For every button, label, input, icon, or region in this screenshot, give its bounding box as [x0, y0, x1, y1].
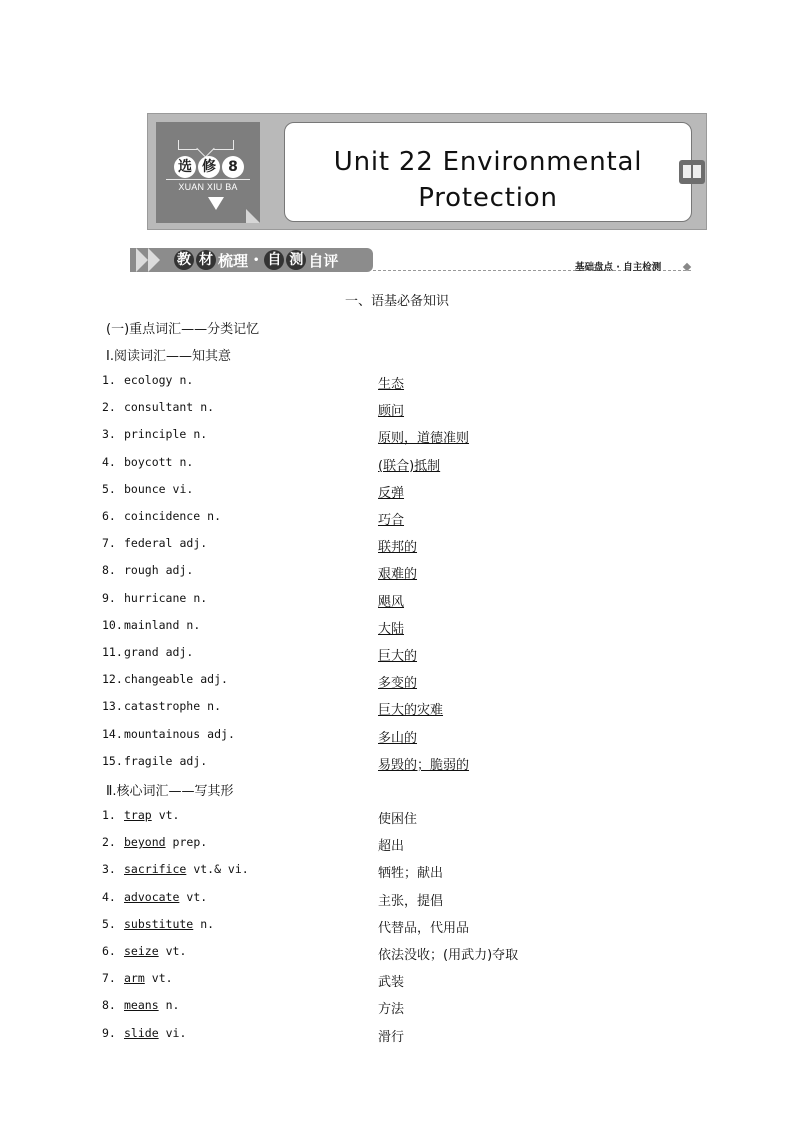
- vocab-word: slide: [124, 1025, 159, 1040]
- vocab-pos: prep.: [172, 835, 208, 850]
- badge-divider: [166, 179, 250, 180]
- vocab-row: [0, 835, 794, 855]
- vocab-pos: vi.: [172, 481, 194, 496]
- vocab-row: [0, 427, 794, 447]
- vocab-number: 1.: [102, 373, 116, 387]
- vocab-meaning: 武装: [378, 975, 405, 991]
- badge-ornament-top: [178, 140, 234, 150]
- vocab-pos: adj.: [179, 753, 208, 768]
- vocab-number: 6.: [102, 509, 116, 523]
- vocab-meaning: 巨大的灾难: [378, 703, 444, 719]
- vocab-meaning: 多变的: [378, 676, 418, 692]
- vocab-row: [0, 645, 794, 665]
- vocab-word: substitute: [124, 916, 194, 931]
- vocab-meaning: 多山的: [378, 730, 418, 746]
- vocab-pos: vt.& vi.: [193, 862, 249, 877]
- vocab-word: consultant: [124, 400, 194, 415]
- vocab-entry: [102, 482, 193, 496]
- vocab-word: sacrifice: [124, 862, 187, 877]
- unit-title-box: [284, 122, 692, 222]
- vocab-word: grand: [124, 645, 159, 659]
- vocab-row: [0, 536, 794, 556]
- vocab-meaning: 原则，道德准则: [378, 431, 470, 447]
- strip-text-2: 自评: [308, 251, 339, 270]
- vocab-number: 11.: [102, 645, 123, 659]
- vocab-pos: vt.: [186, 889, 208, 904]
- vocab-word: fragile: [124, 753, 173, 768]
- vocab-meaning: 顾问: [378, 404, 405, 420]
- vocab-word: federal: [124, 536, 173, 551]
- vocab-meaning: 艰难的: [378, 567, 418, 583]
- chevron-right-icon: [148, 248, 160, 272]
- vocab-row: [0, 563, 794, 583]
- vocab-pos: adj.: [200, 672, 228, 687]
- vocab-row: [0, 509, 794, 529]
- section-title: 一、语基必备知识: [344, 294, 449, 309]
- vocab-entry: [102, 455, 193, 469]
- vocab-number: 1.: [102, 808, 116, 822]
- vocab-meaning: 巧合: [378, 513, 405, 528]
- vocab-word: mainland: [124, 617, 180, 632]
- badge-pinyin: XUAN XIU BA: [178, 182, 238, 192]
- vocab-meaning: 巨大的: [378, 649, 418, 664]
- vocab-pos: n.: [207, 509, 222, 523]
- vocab-entry: [102, 536, 207, 550]
- vocab-row: [0, 862, 794, 882]
- vocab-word: hurricane: [124, 590, 187, 605]
- subsection-core: Ⅱ.核心词汇——写其形: [106, 784, 234, 799]
- vocab-pos: vt.: [165, 944, 187, 958]
- vocab-row: [0, 482, 794, 502]
- vocab-number: 8.: [102, 998, 116, 1013]
- vocab-row: [0, 699, 794, 719]
- vocab-entry: [102, 917, 214, 931]
- vocab-entry: [102, 427, 207, 441]
- vocab-row: [0, 672, 794, 692]
- vocab-pos: n.: [193, 590, 208, 605]
- vocab-word: principle: [124, 427, 187, 442]
- vocab-row: [0, 1026, 794, 1046]
- vocab-entry: [102, 645, 193, 659]
- vocab-number: 5.: [102, 481, 116, 496]
- vocab-word: means: [124, 998, 159, 1013]
- vocab-row: [0, 998, 794, 1018]
- vocab-pos: n.: [165, 998, 180, 1013]
- vocab-meaning: 方法: [378, 1002, 405, 1018]
- vocab-row: [0, 727, 794, 747]
- vocab-entry: [102, 862, 249, 876]
- vocab-entry: [102, 672, 228, 686]
- strip-char-circle: 自: [264, 250, 284, 270]
- vocab-word: seize: [124, 944, 159, 958]
- strip-char-circle: 材: [196, 250, 216, 270]
- vocab-number: 9.: [102, 590, 116, 605]
- vocab-row: [0, 373, 794, 393]
- vocab-number: 9.: [102, 1025, 116, 1040]
- vocab-word: rough: [124, 563, 159, 578]
- vocab-meaning: 牺牲；献出: [378, 866, 444, 882]
- badge-triangle-icon: [208, 197, 224, 210]
- vocab-pos: n.: [193, 427, 208, 442]
- vocab-entry: [102, 618, 200, 632]
- vocab-pos: n.: [207, 699, 222, 714]
- vocab-entry: [102, 890, 207, 904]
- vocab-pos: vt.: [158, 808, 180, 822]
- book-search-icon: [679, 160, 705, 184]
- vocab-word: beyond: [124, 835, 166, 850]
- vocab-pos: n.: [186, 617, 201, 632]
- vocab-meaning: 主张，提倡: [378, 893, 444, 909]
- vocab-pos: adj.: [207, 726, 235, 741]
- vocab-meaning: 易毁的；脆弱的: [378, 757, 470, 773]
- vocab-row: [0, 618, 794, 638]
- vocab-entry: [102, 754, 207, 768]
- vocab-meaning: 滑行: [378, 1029, 405, 1045]
- vocab-word: boycott: [124, 454, 173, 469]
- vocab-row: [0, 400, 794, 420]
- vocab-pos: n.: [179, 373, 194, 387]
- vocab-number: 13.: [102, 699, 123, 714]
- vocab-pos: adj.: [165, 563, 194, 578]
- vocab-entry: [102, 699, 221, 713]
- section-strip: [130, 248, 373, 272]
- vocab-pos: vt.: [151, 971, 173, 986]
- badge-char: 修: [198, 156, 220, 178]
- vocab-row: [0, 754, 794, 774]
- vocab-meaning: 生态: [378, 377, 405, 392]
- vocab-row: [0, 455, 794, 475]
- chevron-right-icon: [136, 248, 148, 272]
- badge-page-fold: [246, 209, 260, 223]
- unit-title-line2: Protection: [418, 183, 558, 213]
- vocab-entry: [102, 944, 186, 958]
- vocab-number: 10.: [102, 617, 123, 632]
- strip-char-circle: 教: [174, 250, 194, 270]
- vocab-word: coincidence: [124, 509, 201, 523]
- vocab-word: changeable: [124, 672, 194, 687]
- vocab-row: [0, 890, 794, 910]
- vocab-word: arm: [124, 971, 145, 986]
- vocab-row: [0, 971, 794, 991]
- vocab-word: bounce: [124, 481, 166, 496]
- vocab-number: 14.: [102, 726, 123, 741]
- vocab-entry: [102, 509, 221, 523]
- vocab-number: 3.: [102, 862, 116, 877]
- strip-separator: •: [253, 254, 260, 266]
- vocab-word: catastrophe: [124, 699, 201, 714]
- vocab-entry: [102, 563, 193, 577]
- vocab-meaning: (联合)抵制: [378, 458, 441, 474]
- vocab-word: advocate: [124, 889, 180, 904]
- vocab-number: 4.: [102, 889, 116, 904]
- vocab-number: 15.: [102, 753, 123, 768]
- vocab-entry: [102, 971, 173, 985]
- vocab-pos: adj.: [179, 536, 208, 551]
- vocab-pos: n.: [200, 400, 215, 415]
- subsection-reading: Ⅰ.阅读词汇——知其意: [106, 349, 231, 364]
- vocab-row: [0, 591, 794, 611]
- vocab-number: 7.: [102, 536, 116, 551]
- vocab-number: 4.: [102, 454, 116, 469]
- vocab-meaning: 飓风: [378, 594, 405, 610]
- vocab-entry: [102, 727, 235, 741]
- vocab-meaning: 反弹: [378, 485, 405, 501]
- vocab-row: [0, 944, 794, 964]
- badge-char: 选: [174, 156, 196, 178]
- badge-char: 8: [222, 156, 244, 178]
- vocab-entry: [102, 1026, 186, 1040]
- elective-badge: [156, 122, 260, 223]
- strip-text-1: 梳理: [218, 251, 249, 270]
- vocab-number: 8.: [102, 563, 116, 578]
- vocab-meaning: 代替品，代用品: [378, 920, 470, 936]
- vocab-word: ecology: [124, 373, 173, 387]
- vocab-number: 5.: [102, 916, 116, 931]
- vocab-meaning: 依法没收；(用武力)夺取: [378, 948, 519, 963]
- vocab-row: [0, 808, 794, 828]
- vocab-entry: [102, 400, 214, 414]
- vocab-meaning: 大陆: [378, 621, 405, 637]
- group-title: (一)重点词汇——分类记忆: [106, 322, 260, 337]
- strip-right-label: 基础盘点 · 自主检测: [575, 262, 662, 273]
- vocab-number: 2.: [102, 400, 116, 415]
- vocab-word: mountainous: [124, 726, 201, 741]
- strip-heading: [174, 248, 338, 272]
- vocab-pos: n.: [179, 454, 194, 469]
- vocab-number: 6.: [102, 944, 116, 958]
- vocab-number: 7.: [102, 971, 116, 986]
- vocab-pos: vi.: [165, 1025, 187, 1040]
- vocab-entry: [102, 835, 207, 849]
- vocab-number: 3.: [102, 427, 116, 442]
- strip-char-circle: 测: [286, 250, 306, 270]
- vocab-meaning: 使困住: [378, 812, 418, 827]
- vocab-word: trap: [124, 808, 152, 822]
- vocab-entry: [102, 808, 179, 822]
- unit-banner: [147, 113, 707, 230]
- vocab-row: [0, 917, 794, 937]
- unit-title-line1: Unit 22 Environmental: [333, 147, 643, 177]
- vocab-pos: n.: [200, 916, 215, 931]
- vocab-entry: [102, 998, 179, 1012]
- vocab-meaning: 超出: [378, 839, 405, 855]
- vocab-number: 2.: [102, 835, 116, 850]
- vocab-meaning: 联邦的: [378, 540, 418, 556]
- vocab-entry: [102, 591, 207, 605]
- vocab-pos: adj.: [165, 645, 194, 659]
- vocab-entry: [102, 373, 193, 387]
- vocab-number: 12.: [102, 672, 123, 687]
- badge-characters: [174, 156, 244, 178]
